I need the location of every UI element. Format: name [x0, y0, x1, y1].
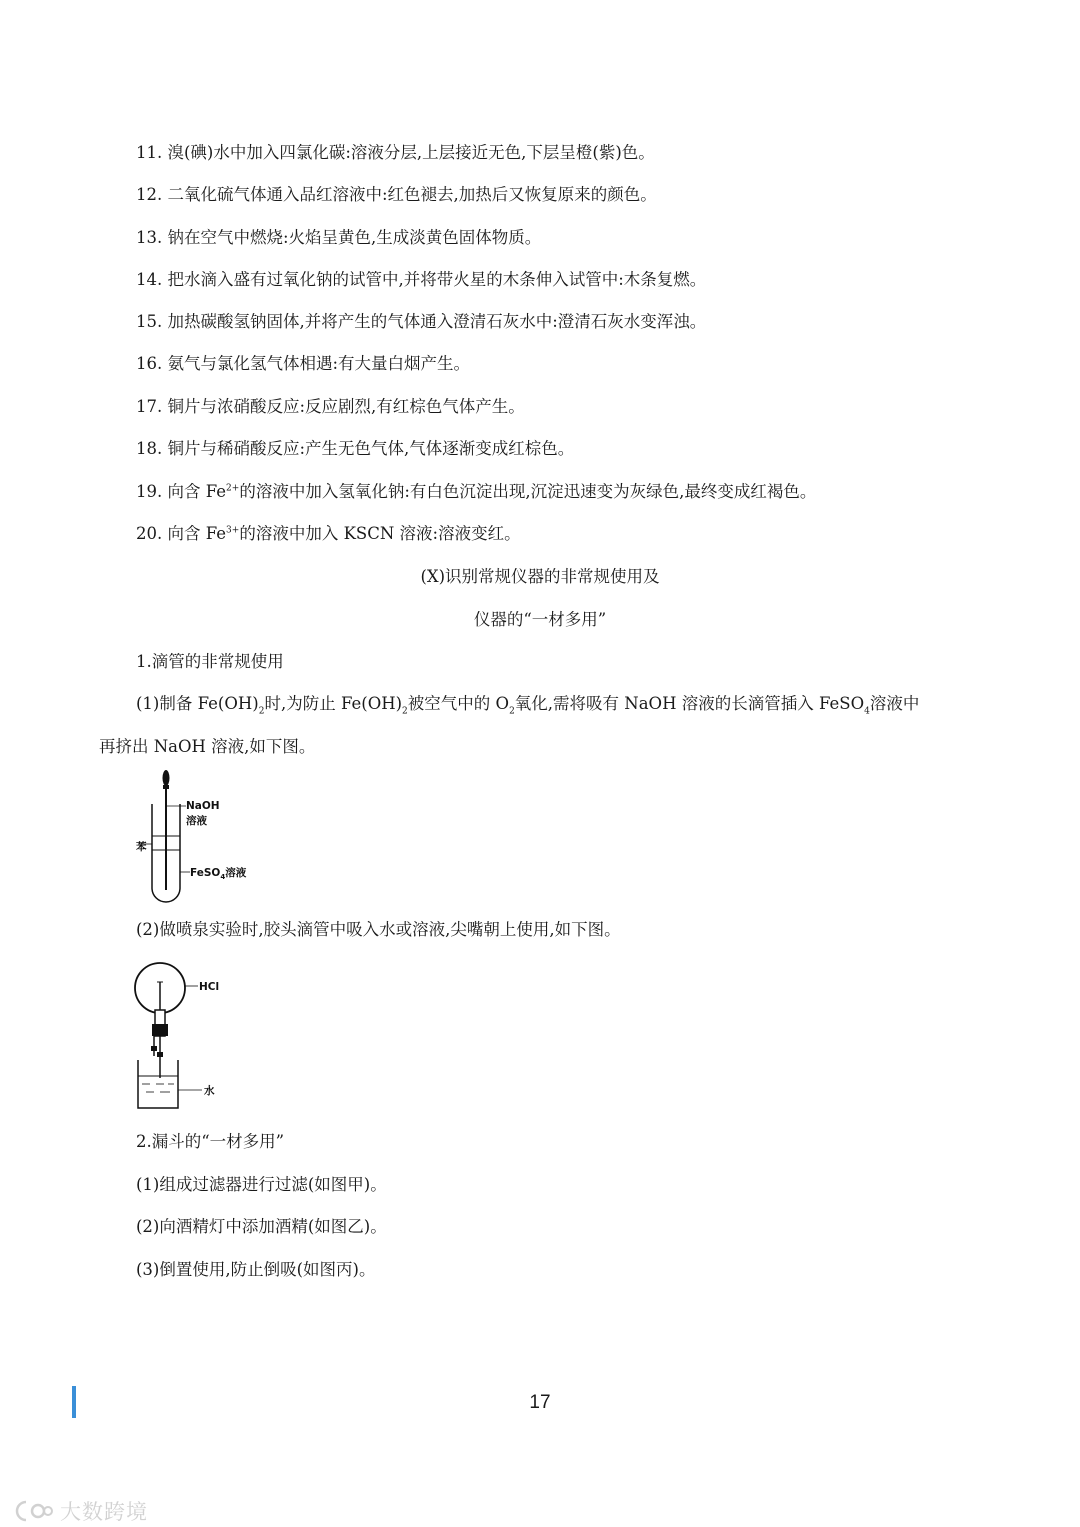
dropper-paragraph-2: (2)做喷泉实验时,胶头滴管中吸入水或溶液,尖嘴朝上使用,如下图。	[136, 920, 621, 939]
label-feso4: FeSO$_4$溶液	[190, 867, 247, 881]
funnel-item-2: (2)向酒精灯中添加酒精(如图乙)。	[136, 1217, 387, 1236]
item-16: 16. 氨气与氯化氢气体相遇:有大量白烟产生。	[136, 354, 471, 373]
item-17: 17. 铜片与浓硝酸反应:反应剧烈,有红棕色气体产生。	[136, 397, 525, 416]
label-rongye: 溶液	[186, 815, 207, 827]
funnel-heading: 2.漏斗的“一材多用”	[136, 1132, 285, 1151]
test-tube-figure	[130, 768, 270, 908]
item-18: 18. 铜片与稀硝酸反应:产生无色气体,气体逐渐变成红棕色。	[136, 439, 575, 458]
section-title-line2: 仪器的“一材多用”	[473, 610, 607, 629]
label-ben: 苯	[136, 841, 147, 853]
page-number: 17	[529, 1392, 551, 1413]
watermark-logo-icon	[14, 1498, 54, 1524]
label-naoh: NaOH	[186, 800, 220, 812]
item-15: 15. 加热碳酸氢钠固体,并将产生的气体通入澄清石灰水中:澄清石灰水变浑浊。	[136, 312, 707, 331]
dropper-heading: 1.滴管的非常规使用	[136, 652, 284, 671]
item-19: 19. 向含 $Fe^{2+}$的溶液中加入氢氧化钠:有白色沉淀出现,沉淀迅速变为灰绿色,最终变成红褐色。	[136, 482, 817, 501]
watermark	[14, 1496, 148, 1526]
item-14: 14. 把水滴入盛有过氧化钠的试管中,并将带火星的木条伸入试管中:木条复燃。	[136, 270, 707, 289]
section-title-line1: (X)识别常规仪器的非常规使用及	[420, 567, 660, 586]
label-water: 水	[204, 1085, 215, 1097]
item-12: 12. 二氧化硫气体通入品红溶液中:红色褪去,加热后又恢复原来的颜色。	[136, 185, 657, 204]
fountain-experiment-figure	[130, 960, 240, 1112]
label-hcl: HCl	[199, 981, 220, 993]
item-11: 11. 溴(碘)水中加入四氯化碳:溶液分层,上层接近无色,下层呈橙(紫)色。	[136, 143, 655, 162]
item-20: 20. 向含 $Fe^{3+}$的溶液中加入 KSCN 溶液:溶液变红。	[136, 524, 521, 543]
dropper-paragraph-1: (1)制备 $Fe(OH)_2$时,为防止 $Fe(OH)_2$被空气中的 $O_2$氧化,需将吸有 NaOH 溶液的长滴管插入 FeSO$_4$溶液中	[136, 694, 920, 717]
dropper-paragraph-1-continued: 再挤出 NaOH 溶液,如下图。	[99, 737, 316, 756]
funnel-item-1: (1)组成过滤器进行过滤(如图甲)。	[136, 1175, 387, 1194]
watermark-text: 大数跨境	[60, 1500, 148, 1524]
item-13: 13. 钠在空气中燃烧:火焰呈黄色,生成淡黄色固体物质。	[136, 228, 542, 247]
funnel-item-3: (3)倒置使用,防止倒吸(如图丙)。	[136, 1260, 376, 1279]
